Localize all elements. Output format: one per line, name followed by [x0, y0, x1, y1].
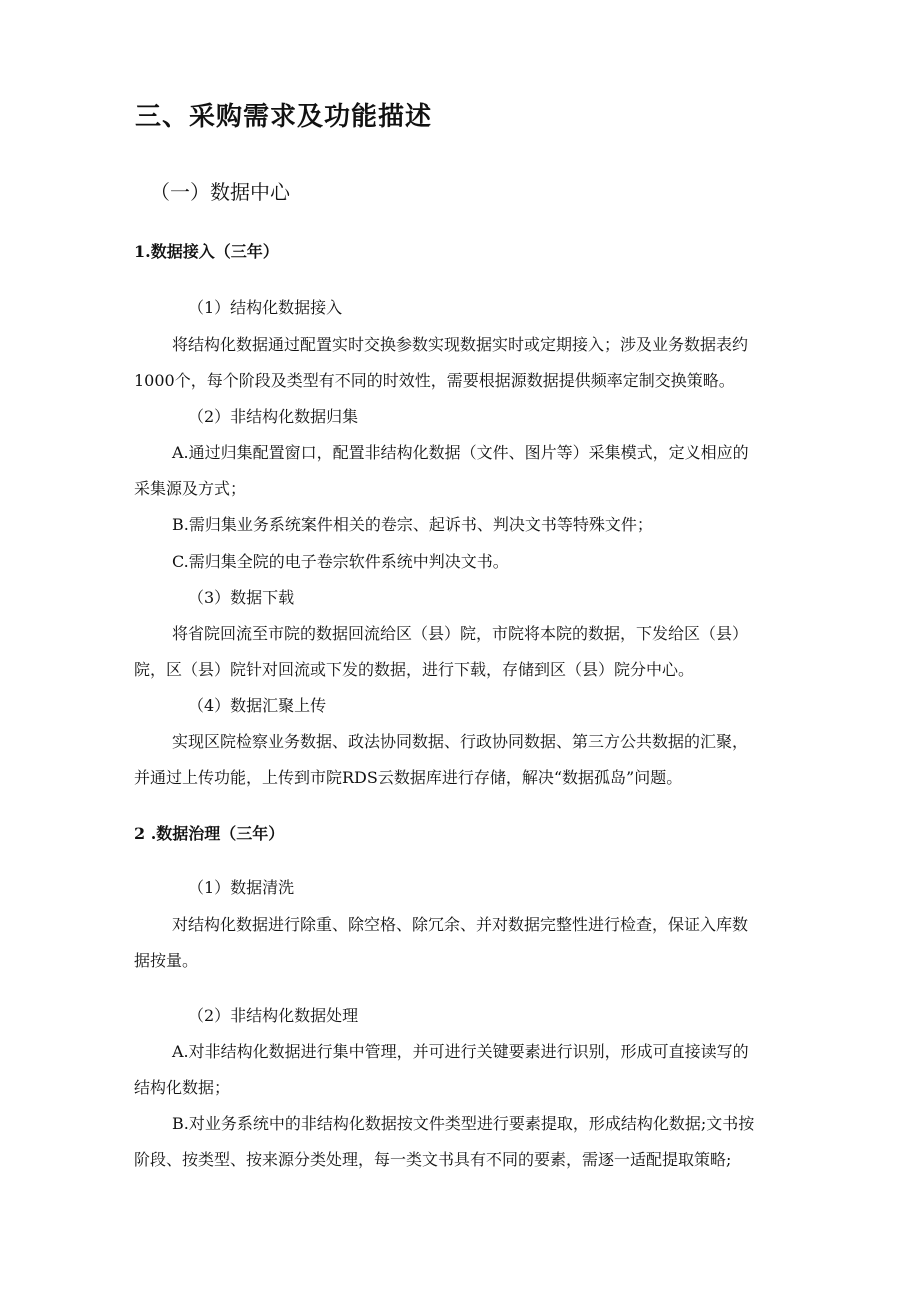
item-title-data-download: （3）数据下载 [188, 588, 295, 607]
paragraph-line: B.对业务系统中的非结构化数据按文件类型进行要素提取，形成结构化数据;文书按 [172, 1114, 755, 1133]
paragraph-line: A.通过归集配置窗口，配置非结构化数据（文件、图片等）采集模式，定义相应的 [172, 443, 749, 462]
paragraph-line: 并通过上传功能，上传到市院RDS云数据库进行存储，解决“数据孤岛”问题。 [134, 768, 683, 787]
paragraph-line: 采集源及方式； [134, 479, 247, 498]
item-title-unstructured-processing: （2）非结构化数据处理 [188, 1006, 359, 1025]
item-title-data-upload: （4）数据汇聚上传 [188, 696, 327, 715]
paragraph-line: B.需归集业务系统案件相关的卷宗、起诉书、判决文书等特殊文件； [172, 515, 653, 534]
paragraph-line: 实现区院检察业务数据、政法协同数据、行政协同数据、第三方公共数据的汇聚， [172, 732, 749, 751]
paragraph-line: 阶段、按类型、按来源分类处理，每一类文书具有不同的要素，需逐一适配提取策略; [134, 1150, 732, 1169]
paragraph-line: 据按量。 [134, 951, 199, 970]
paragraph-line: 1000个，每个阶段及类型有不同的时效性，需要根据源数据提供频率定制交换策略。 [134, 371, 735, 390]
section-title: 三、采购需求及功能描述 [135, 102, 433, 132]
item-title-unstructured-collect: （2）非结构化数据归集 [188, 407, 359, 426]
paragraph-line: 院，区（县）院针对回流或下发的数据，进行下载，存储到区（县）院分中心。 [134, 660, 695, 679]
paragraph-line: 对结构化数据进行除重、除空格、除冗余、并对数据完整性进行检查，保证入库数 [172, 915, 749, 934]
paragraph-line: A.对非结构化数据进行集中管理，并可进行关键要素进行识别，形成可直接读写的 [172, 1042, 749, 1061]
paragraph-line: 结构化数据； [134, 1078, 231, 1097]
item-title-data-cleaning: （1）数据清洗 [188, 878, 295, 897]
heading-data-access: 1.数据接入（三年） [134, 242, 279, 261]
subsection-title: （一）数据中心 [150, 180, 290, 204]
heading-data-governance: 2 .数据治理（三年） [134, 824, 285, 843]
paragraph-line: 将结构化数据通过配置实时交换参数实现数据实时或定期接入；涉及业务数据表约 [172, 335, 749, 354]
paragraph-line: 将省院回流至市院的数据回流给区（县）院，市院将本院的数据，下发给区（县） [172, 624, 749, 643]
item-title-structured-access: （1）结构化数据接入 [188, 298, 343, 317]
paragraph-line: C.需归集全院的电子卷宗软件系统中判决文书。 [172, 552, 509, 571]
